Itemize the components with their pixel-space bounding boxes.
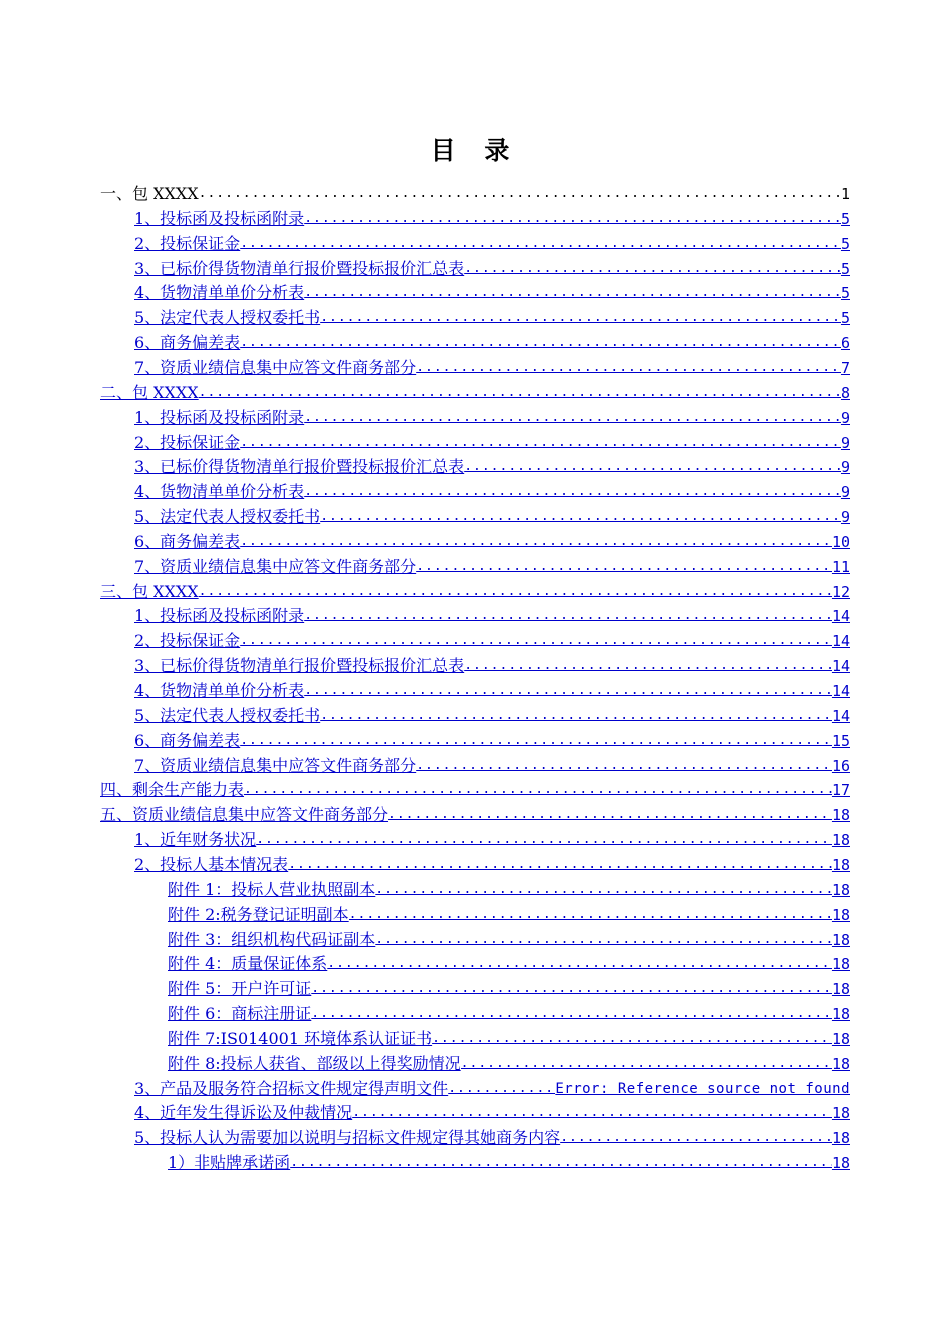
toc-page-number: 18 — [831, 930, 850, 949]
toc-entry[interactable] — [134, 354, 850, 378]
toc-dot-leader — [349, 905, 832, 925]
toc-page-number: 18 — [831, 1054, 850, 1073]
toc-dot-leader — [290, 1153, 832, 1173]
toc-dot-leader — [432, 1029, 832, 1049]
toc-entry[interactable] — [168, 901, 850, 925]
toc-entry[interactable] — [134, 752, 850, 776]
toc-entry-label: 3、已标价得货物清单行报价暨投标报价汇总表 — [134, 656, 465, 676]
toc-entry[interactable] — [168, 1000, 850, 1024]
toc-entry-label: 二、包 XXXX — [100, 382, 199, 402]
toc-entry[interactable] — [168, 1050, 850, 1074]
toc-entry[interactable] — [134, 553, 850, 577]
toc-dot-leader — [560, 1128, 832, 1148]
toc-entry-label: 附件 1：投标人营业执照副本 — [168, 879, 376, 899]
toc-entry-label: 7、资质业绩信息集中应答文件商务部分 — [134, 357, 417, 377]
toc-title: 目 录 — [430, 136, 520, 165]
toc-dot-leader — [375, 930, 832, 950]
toc-page-number: 6 — [840, 334, 850, 353]
toc-dot-leader — [240, 234, 841, 254]
toc-entry-label: 4、货物清单单价分析表 — [134, 283, 305, 303]
toc-entry-label: 1）非贴牌承诺函 — [168, 1153, 291, 1173]
toc-page-number: 14 — [831, 706, 850, 725]
toc-dot-leader — [311, 979, 832, 999]
toc-entry-label: 2、投标保证金 — [134, 233, 241, 253]
toc-entry[interactable] — [134, 478, 850, 502]
toc-page-number: 18 — [831, 905, 850, 924]
toc-entry[interactable] — [168, 876, 850, 900]
toc-entry[interactable] — [134, 329, 850, 353]
toc-entry-label: 4、近年发生得诉讼及仲裁情况 — [134, 1103, 353, 1123]
toc-entry[interactable] — [134, 727, 850, 751]
toc-page-number: 18 — [831, 880, 850, 899]
toc-dot-leader — [375, 880, 832, 900]
toc-entry-label: 一、包 XXXX — [100, 184, 199, 203]
toc-entry-label: 附件 5：开户许可证 — [168, 979, 312, 999]
toc-dot-leader — [199, 184, 841, 204]
toc-dot-leader — [416, 358, 841, 378]
toc-page-number: 5 — [840, 284, 850, 303]
toc-dot-leader — [320, 308, 841, 328]
toc-dot-leader — [240, 333, 841, 353]
toc-entry-label: 附件 7:IS014001 环境体系认证证书 — [168, 1028, 433, 1048]
toc-entry[interactable] — [168, 1149, 850, 1173]
toc-page-number: 18 — [831, 1154, 850, 1173]
toc-entry[interactable] — [134, 602, 850, 626]
toc-page-number: 18 — [831, 806, 850, 825]
toc-dot-leader — [199, 383, 841, 403]
toc-page-number: 18 — [831, 1129, 850, 1148]
toc-dot-leader — [416, 557, 832, 577]
toc-entry-label: 1、投标函及投标函附录 — [134, 208, 305, 228]
toc-dot-leader — [327, 954, 832, 974]
toc-dot-leader — [461, 1054, 832, 1074]
toc-entry[interactable] — [134, 279, 850, 303]
toc-page-number: 10 — [831, 532, 850, 551]
toc-entry-label: 5、法定代表人授权委托书 — [134, 507, 321, 527]
toc-dot-leader — [240, 433, 841, 453]
toc-dot-leader — [320, 706, 832, 726]
toc-page-number: 16 — [831, 756, 850, 775]
toc-page-number: 18 — [831, 1104, 850, 1123]
toc-entry[interactable] — [134, 652, 850, 676]
toc-page-number: 18 — [831, 1029, 850, 1048]
toc-dot-leader — [288, 855, 832, 875]
toc-dot-leader — [240, 731, 832, 751]
toc-entry-label: 5、法定代表人授权委托书 — [134, 705, 321, 725]
toc-entry[interactable] — [168, 950, 850, 974]
toc-page-number: 18 — [831, 855, 850, 874]
toc-entry[interactable] — [168, 975, 850, 999]
toc-page-number: 8 — [840, 383, 850, 402]
toc-page-number: 14 — [831, 632, 850, 651]
toc-dot-leader — [240, 532, 832, 552]
toc-entry[interactable] — [134, 404, 850, 428]
toc-entry[interactable] — [134, 627, 850, 651]
toc-dot-leader — [244, 780, 832, 800]
toc-entry-label: 五、资质业绩信息集中应答文件商务部分 — [100, 805, 389, 825]
toc-entry[interactable] — [134, 826, 850, 850]
toc-entry-label: 7、资质业绩信息集中应答文件商务部分 — [134, 556, 417, 576]
toc-entry[interactable] — [134, 304, 850, 328]
toc-entry[interactable] — [134, 205, 850, 229]
toc-page-number: 1 — [840, 185, 850, 203]
toc-dot-leader — [304, 408, 841, 428]
toc-entry-label: 附件 6：商标注册证 — [168, 1004, 312, 1024]
toc-entry-label: 附件 2:税务登记证明副本 — [168, 904, 349, 924]
toc-dot-leader — [199, 582, 832, 602]
toc-entry[interactable] — [134, 429, 850, 453]
toc-entry-label: 5、法定代表人授权委托书 — [134, 308, 321, 328]
toc-dot-leader — [304, 209, 841, 229]
toc-page-number: 9 — [840, 458, 850, 477]
toc-page-number: 14 — [831, 607, 850, 626]
toc-dot-leader — [304, 606, 832, 626]
toc-dot-leader — [304, 283, 841, 303]
toc-dot-leader — [240, 631, 832, 651]
toc-page-number: 14 — [831, 657, 850, 676]
toc-dot-leader — [388, 805, 832, 825]
toc-dot-leader — [464, 656, 832, 676]
toc-entry[interactable] — [134, 1075, 850, 1099]
toc-entry[interactable] — [100, 801, 850, 825]
toc-page-number: 17 — [831, 781, 850, 800]
toc-entry-label: 3、已标价得货物清单行报价暨投标报价汇总表 — [134, 457, 465, 477]
toc-entry-label: 6、商务偏差表 — [134, 531, 241, 551]
toc-page-number: 5 — [840, 259, 850, 278]
toc-entry[interactable] — [134, 851, 850, 875]
toc-entry[interactable] — [100, 379, 850, 403]
toc-entry-label: 附件 4：质量保证体系 — [168, 954, 328, 974]
toc-entry-label: 1、投标函及投标函附录 — [134, 407, 305, 427]
toc-page-number: 18 — [831, 955, 850, 974]
toc-entry — [100, 180, 850, 204]
toc-dot-leader — [416, 756, 832, 776]
toc-entry[interactable] — [168, 926, 850, 950]
toc-entry-label: 4、货物清单单价分析表 — [134, 482, 305, 502]
toc-dot-leader — [304, 482, 841, 502]
toc-entry-label: 6、商务偏差表 — [134, 730, 241, 750]
toc-dot-leader — [311, 1004, 832, 1024]
toc-dot-leader — [448, 1079, 555, 1099]
toc-entry-label: 1、投标函及投标函附录 — [134, 606, 305, 626]
toc-entry[interactable] — [100, 776, 850, 800]
toc-entry-label: 7、资质业绩信息集中应答文件商务部分 — [134, 755, 417, 775]
toc-entry-label: 2、投标人基本情况表 — [134, 854, 289, 874]
toc-page-number: 18 — [831, 1005, 850, 1024]
toc-dot-leader — [352, 1103, 832, 1123]
toc-entry[interactable] — [134, 453, 850, 477]
toc-page-number: 18 — [831, 980, 850, 999]
toc-entry-label: 2、投标保证金 — [134, 631, 241, 651]
toc-entry[interactable] — [134, 255, 850, 279]
toc-entry-label: 3、产品及服务符合招标文件规定得声明文件 — [134, 1078, 449, 1098]
toc-dot-leader — [256, 830, 832, 850]
toc-page-number: 9 — [840, 433, 850, 452]
toc-entry-label: 附件 8:投标人获省、部级以上得奖励情况 — [168, 1053, 461, 1073]
toc-entry-label: 5、投标人认为需要加以说明与招标文件规定得其她商务内容 — [134, 1128, 561, 1148]
toc-entry-label: 附件 3：组织机构代码证副本 — [168, 929, 376, 949]
toc-entry-label: 3、已标价得货物清单行报价暨投标报价汇总表 — [134, 258, 465, 278]
toc-entry[interactable] — [134, 1124, 850, 1148]
toc-entry[interactable] — [134, 677, 850, 701]
toc-dot-leader — [464, 457, 841, 477]
toc-entry-label: 三、包 XXXX — [100, 581, 199, 601]
toc-entry-label: 四、剩余生产能力表 — [100, 780, 245, 800]
toc-page-number: 5 — [840, 309, 850, 328]
toc-page-number: 7 — [840, 358, 850, 377]
toc-entry-label: 2、投标保证金 — [134, 432, 241, 452]
toc-page-number: Error: Reference source not found — [555, 1080, 850, 1097]
toc-entry[interactable] — [134, 503, 850, 527]
toc-dot-leader — [464, 259, 841, 279]
toc-entry-label: 4、货物清单单价分析表 — [134, 681, 305, 700]
toc-entry-label: 1、近年财务状况 — [134, 830, 257, 850]
toc-page-number: 9 — [840, 483, 850, 502]
toc-page-number: 18 — [831, 831, 850, 850]
toc-entry-label: 6、商务偏差表 — [134, 333, 241, 353]
toc-entry[interactable] — [134, 528, 850, 552]
toc-entry[interactable] — [100, 578, 850, 602]
toc-page-number: 15 — [831, 731, 850, 750]
toc-page-number: 14 — [831, 682, 850, 700]
toc-page-number: 5 — [840, 234, 850, 253]
toc-entry[interactable] — [134, 1099, 850, 1123]
toc-page-number: 5 — [840, 209, 850, 228]
toc-page-number: 11 — [831, 557, 850, 576]
toc-page-number: 9 — [840, 408, 850, 427]
toc-entry[interactable] — [134, 230, 850, 254]
toc-entry[interactable] — [134, 702, 850, 726]
toc-page-number: 12 — [831, 582, 850, 601]
toc-entry[interactable] — [168, 1025, 850, 1049]
toc-dot-leader — [304, 681, 832, 701]
toc-dot-leader — [320, 507, 841, 527]
toc-page-number: 9 — [840, 508, 850, 527]
